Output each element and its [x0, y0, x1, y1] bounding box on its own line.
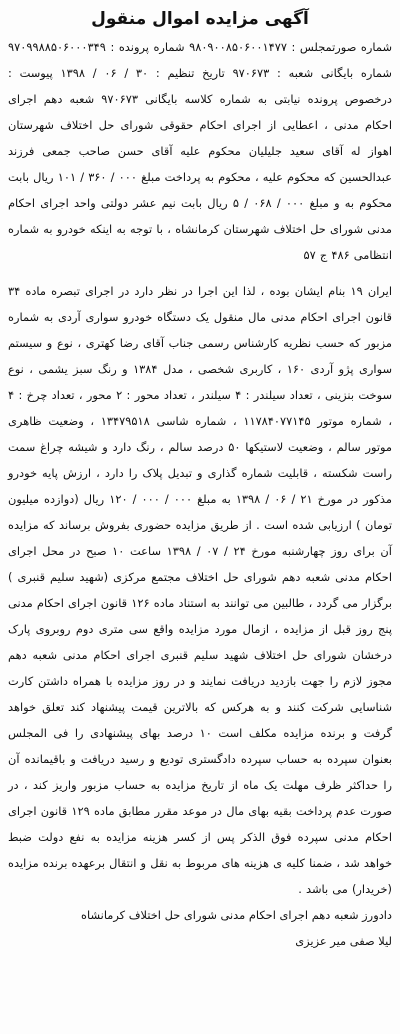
notice-paragraph-1: شماره صورتمجلس : ۹۸۰۹۰۰۸۵۰۶۰۰۱۴۷۷ شماره پرونده : ۹۷۰۹۹۸۸۵۰۶۰۰۰۳۴۹ شماره بایگانی شعبه : ۹۷۰۶۷۳ تاریخ تنظیم : ۳۰ / ۰۶ / ۱۳۹۸ پیوست : درخصوص پرونده نیابتی به شماره کلاسه بایگانی ۹۷۰۶۷۳ شعبه دهم اجرای احکام مدنی ، اعطایی از اجرای احکام حقوقی شورای حل اختلاف شهرستان اهواز له آقای سعید جلیلیان محکوم علیه آقای حسن صاحب جمعی فرزند عبدالحسین که محکوم علیه ، محکوم به پرداخت مبلغ ۰۰۰ / ۳۶۰ / ۱۰۱ ریال بابت محکوم به و مبلغ ۰۰۰ / ۰۶۸ / ۵ ریال بابت نیم عشر دولتی واحد اجرای احکام مدنی شورای حل اختلاف شهرستان کرمانشاه ، با توجه به اینکه خودرو به شماره انتظامی ۴۸۶ ج ۵۷ [8, 40, 392, 262]
notice-title: آگهی مزایده اموال منقول [91, 9, 309, 29]
signature-officer: دادورز شعبه دهم اجرای احکام مدنی شورای حل اختلاف کرمانشاه [81, 908, 392, 922]
notice-paragraph-2: ایران ۱۹ بنام ایشان بوده ، لذا این اجرا در نظر دارد در اجرای تبصره ماده ۳۴ قانون اجرای احکام مدنی مال منقول یک دستگاه خودرو سواری آردی به شماره مزبور که حسب نظریه کارشناس رسمی جناب آقای رضا کهتری ، نوع و سیستم سواری پژو آردی ۱۶۰ ، کاربری شخصی ، مدل ۱۳۸۴ و رنگ سبز یشمی ، نوع سوخت بنزینی ، تعداد سیلندر : ۴ سیلندر ، تعداد محور : ۲ محور ، تعداد چرخ : ۴ ، شماره موتور ۱۱۷۸۴۰۷۷۱۴۵ ، شماره شاسی ۱۳۴۷۹۵۱۸ ، وضعیت ظاهری موتور سالم ، وضعیت لاستیکها ۵۰ درصد سالم ، رنگ دارد و شیشه چراغ سمت راست شکسته ، قابلیت شماره گذاری و تبدیل پلاک را دارد ، ارزش پایه خودرو مذکور در مورخ ۲۱ / ۰۶ / ۱۳۹۸ به مبلغ ۰۰۰ / ۰۰۰ / ۱۲۰ ریال (دوازده میلیون تومان ) ارزیابی شده است . از طریق مزایده حضوری بفروش برساند که مزایده آن برای روز چهارشنبه مورخ ۲۴ / ۰۷ / ۱۳۹۸ ساعت ۱۰ صبح در محل اجرای احکام مدنی شعبه دهم شورای حل اختلاف مجتمع مرکزی (شهید سلیم قنبری ) برگزار می گردد ، طالبین می توانند به استناد ماده ۱۲۶ قانون اجرای احکام مدنی پنج روز قبل از مزایده ، ازمال مورد مزایده واقع سی متری دوم روبروی پارک درخشان شورای حل اختلاف شهید سلیم قنبری اجرای احکام مدنی شعبه دهم مجوز لازم را جهت بازدید دریافت نمایند و در روز مزایده با همراه داشتن کارت شناسایی شرکت کنند و به هرکس که بالاترین قیمت پیشنهاد کند تعلق خواهد گرفت و برنده مزایده مکلف است ۱۰ درصد بهای پیشنهادی را فی المجلس بعنوان سپرده به حساب سپرده دادگستری تودیع و رسید دریافت و باقیمانده آن را حداکثر ظرف مهلت یک ماه از تاریخ مزایده به حساب مزبور واریز کند ، در صورت عدم پرداخت بقیه بهای مال در موعد مقرر مطابق ماده ۱۲۹ قانون اجرای احکام مدنی سپرده فوق الذکر پس از کسر هزینه مزایده به نفع دولت ضبط خواهد شد ، ضمنا کلیه ی هزینه های مربوط به نقل و انتقال برعهده برنده مزایده (خریدار) می باشد . [8, 284, 393, 896]
signature-name: لیلا صفی میر عزیزی [295, 934, 392, 948]
